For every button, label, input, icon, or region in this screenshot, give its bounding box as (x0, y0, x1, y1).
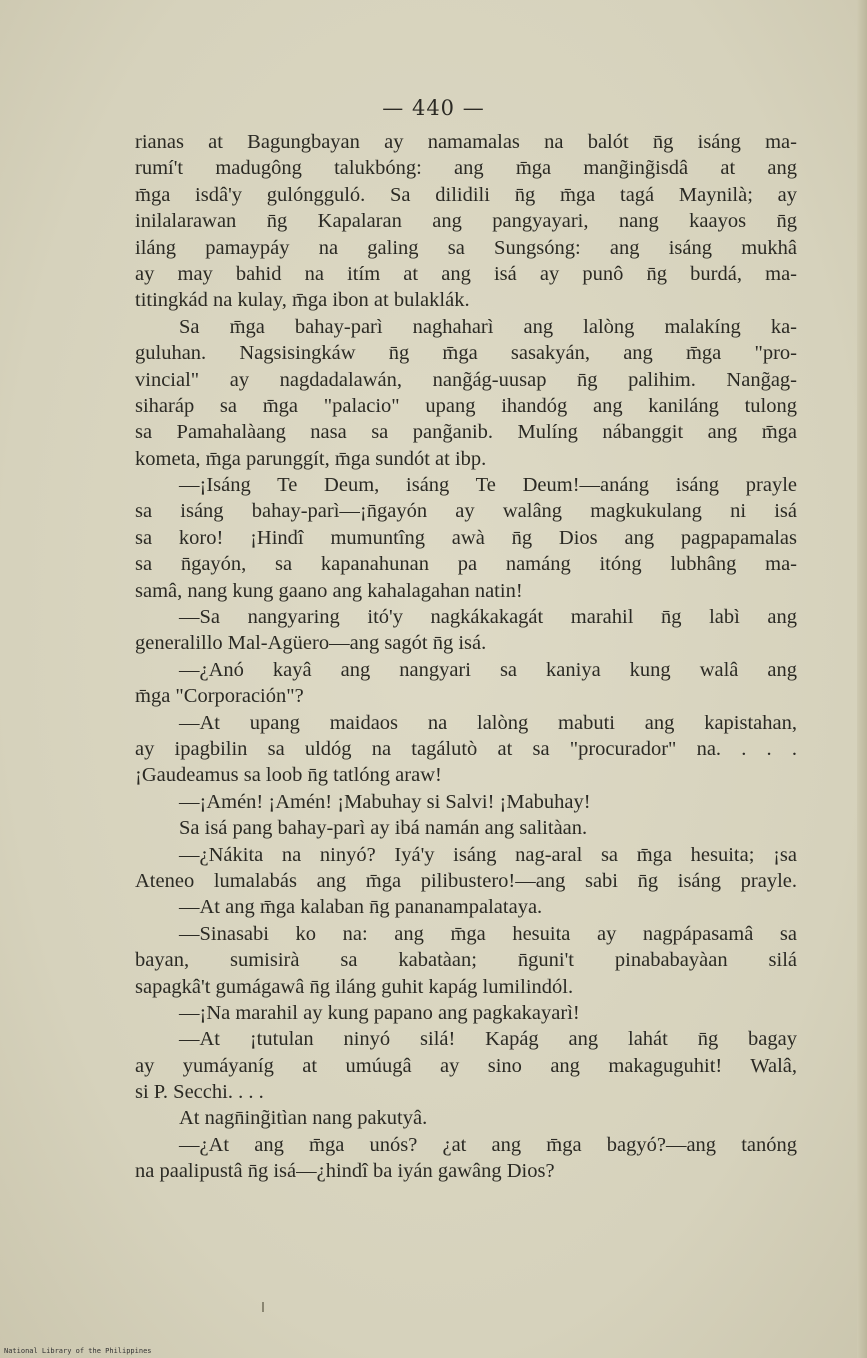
text-line: kometa, m̄ga parunggít, m̄ga sundót at ibp. (135, 447, 487, 470)
text-line: ay ipagbilin sa uldóg na tagálutò at sa "procurador" na. . . . (135, 737, 797, 760)
text-line: rianas at Bagungbayan ay namamalas na balót n̄g isáng ma- (135, 131, 797, 153)
text-line: samâ, nang kung gaano ang kahalagahan natin! (135, 579, 523, 602)
text-line: —At ang m̄ga kalaban n̄g pananampalataya. (179, 896, 543, 919)
text-line: si P. Secchi. . . . (135, 1081, 264, 1104)
text-line: inilalarawan n̄g Kapalaran ang pangyayari, nang kaayos n̄g (135, 210, 797, 233)
text-line: sa koro! ¡Hindî mumuntîng awà n̄g Dios ang pagpapamalas (135, 526, 797, 549)
text-line: vincial" ay nagdadalawán, nang̃ág-uusap n̄g palihim. Nang̃ag- (135, 368, 797, 391)
text-line: guluhan. Nagsisingkáw n̄g m̄ga sasakyán, ang m̄ga "pro- (135, 342, 797, 365)
text-line: iláng pamaypáy na galing sa Sungsóng: ang isáng mukhâ (135, 236, 797, 259)
text-line: m̄ga "Corporación"? (135, 685, 304, 708)
text-line: —¡Na marahil ay kung papano ang pagkakayarì! (179, 1001, 580, 1024)
text-line: —¿Anó kayâ ang nangyari sa kaniya kung walâ ang (179, 658, 797, 681)
text-line: siharáp sa m̄ga "palacio" upang ihandóg ang kaniláng tulong (135, 394, 797, 417)
text-line: Ateneo lumalabás ang m̄ga pilibustero!—ang sabi n̄g isáng prayle. (135, 869, 797, 892)
text-line: —Sinasabi ko na: ang m̄ga hesuita ay nagpápasamâ sa (179, 922, 797, 945)
text-line: ay yumáyaníg at umúugâ ay sino ang makaguguhit! Walâ, (135, 1054, 797, 1077)
text-line: m̄ga isdâ'y gulóngguló. Sa dilidili n̄g m̄ga tagá Maynilà; ay (135, 183, 797, 206)
text-line: Sa m̄ga bahay-parì naghaharì ang lalòng malakíng ka- (179, 315, 797, 338)
text-line: sapagkâ't gumágawâ n̄g iláng guhit kapág lumilindól. (135, 975, 574, 998)
text-line: —¿At ang m̄ga unós? ¿at ang m̄ga bagyó?—ang tanóng (179, 1133, 797, 1156)
text-line: —¡Amén! ¡Amén! ¡Mabuhay si Salvi! ¡Mabuhay! (179, 790, 591, 813)
text-line: —At ¡tutulan ninyó silá! Kapág ang lahát n̄g bagay (179, 1028, 797, 1051)
text-line: generalillo Mal-Agüero—ang sagót n̄g isá. (135, 632, 487, 655)
library-footer: National Library of the Philippines (4, 1347, 152, 1355)
text-line: At nagn̄ing̃itìan nang pakutyâ. (179, 1107, 428, 1130)
text-line: titingkád na kulay, m̄ga ibon at bulaklák. (135, 289, 470, 312)
text-line: na paalipustâ n̄g isá—¿hindî ba iyán gawâng Dios? (135, 1160, 555, 1183)
ink-mark (262, 1302, 264, 1312)
text-line: —Sa nangyaring itó'y nagkákakagát marahil n̄g labì ang (179, 606, 797, 629)
text-line: sa Pamahalàang nasa sa pang̃anib. Mulíng nábanggit ang m̄ga (135, 421, 797, 444)
text-line: ¡Gaudeamus sa loob n̄g tatlóng araw! (135, 764, 442, 787)
page-number: — 440 — (382, 96, 485, 120)
text-line: bayan, sumisirà sa kabatàan; n̄guni't pinababayàan silá (135, 949, 797, 972)
text-line: ay may bahid na itím at ang isá ay punô n̄g burdá, ma- (135, 262, 797, 285)
text-line: sa n̄gayón, sa kapanahunan pa namáng itóng lubhâng ma- (135, 553, 797, 576)
text-line: Sa isá pang bahay-parì ay ibá namán ang salitàan. (179, 817, 588, 840)
text-line: —¡Isáng Te Deum, isáng Te Deum!—anáng isáng prayle (179, 474, 797, 497)
text-line: —¿Nákita na ninyó? Iyá'y isáng nag-aral sa m̄ga hesuita; ¡sa (179, 843, 797, 866)
body-text (135, 129, 797, 1185)
text-line: sa isáng bahay-parì—¡n̄gayón ay walâng magkukulang ni isá (135, 500, 797, 523)
text-line: rumí't madugông talukbóng: ang m̄ga mang̃ing̃isdâ at ang (135, 157, 797, 180)
page-edge (857, 0, 867, 1358)
text-line: —At upang maidaos na lalòng mabuti ang kapistahan, (179, 711, 797, 734)
